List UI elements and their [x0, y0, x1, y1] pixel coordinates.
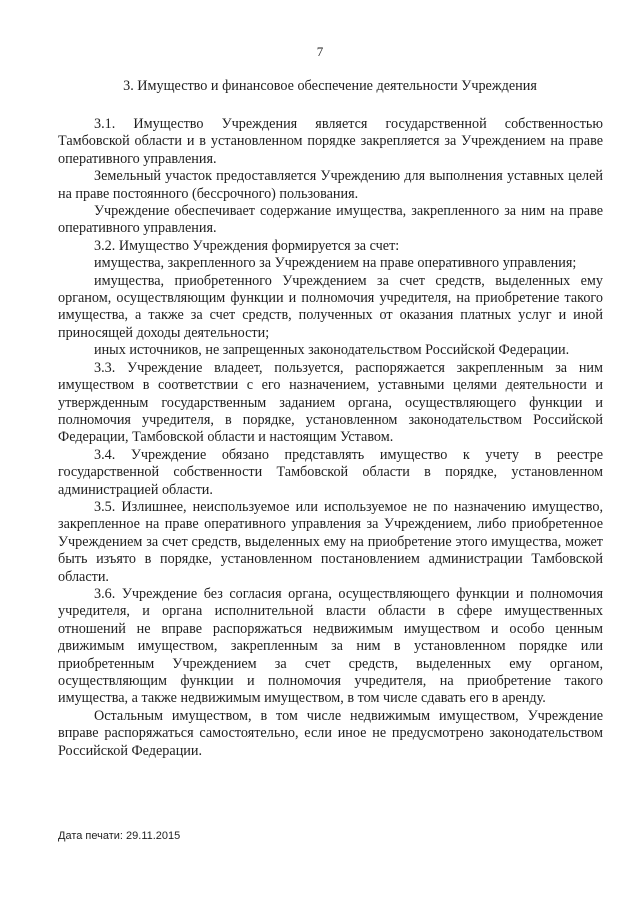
paragraph-3-4: 3.4. Учреждение обязано представлять имущество к учету в реестре государственной собственности Тамбовской области в порядке, установленном администрацией области. [58, 446, 603, 498]
paragraph-maintenance: Учреждение обеспечивает содержание имущества, закрепленного за ним на праве оперативного управления. [58, 203, 603, 237]
section-heading: 3. Имущество и финансовое обеспечение деятельности Учреждения [123, 78, 537, 94]
list-item-acquired-property: имущества, приобретенного Учреждением за счет средств, выделенных ему органом, осуществляющим функции и полномочия учредителя, на приобретение такого имущества, а также за счет средств, полученных от оказания платных услуг и иной приносящей доходы деятельности; [58, 272, 603, 341]
paragraph-3-2: 3.2. Имущество Учреждения формируется за счет: [94, 237, 400, 254]
print-date-footer: Дата печати: 29.11.2015 [58, 830, 181, 842]
paragraph-3-1: 3.1. Имущество Учреждения является государственной собственностью Тамбовской области и в установленном порядке закрепляется за Учреждением на праве оперативного управления. [58, 116, 603, 167]
paragraph-3-3: 3.3. Учреждение владеет, пользуется, распоряжается закрепленным за ним имуществом в соответствии с его назначением, уставными целями деятельности и утвержденным государственным заданием органа, осуществляющего функции и полномочия учредителя, в порядке, установленном законодательством Российской Федерации, Тамбовской области и настоящим Уставом. [58, 359, 603, 446]
section-body [58, 116, 603, 760]
list-item-other-sources: иных источников, не запрещенных законодательством Российской Федерации. [94, 342, 570, 359]
paragraph-land-plot: Земельный участок предоставляется Учреждению для выполнения уставных целей на праве постоянного (бессрочного) пользования. [58, 168, 603, 202]
paragraph-3-5: 3.5. Излишнее, неиспользуемое или используемое не по назначению имущество, закрепленное на праве оперативного управления за Учреждением, либо приобретенное Учреждением за счет средств, выделенных ему на приобретение этого имущества, может быть изъято в порядке, установленном постановлением администрации Тамбовской области. [58, 498, 603, 585]
paragraph-other-property: Остальным имуществом, в том числе недвижимым имуществом, Учреждение вправе распоряжаться самостоятельно, если иное не предусмотрено законодательством Российской Федерации. [58, 707, 603, 759]
paragraph-3-6: 3.6. Учреждение без согласия органа, осуществляющего функции и полномочия учредителя, и органа исполнительной власти области в сфере имущественных отношений не вправе распоряжаться недвижимым имуществом и особо ценным движимым имуществом, закрепленным за ним в установленном порядке или приобретенным Учреждением за счет средств, выделенных ему органом, осуществляющим функции и полномочия учредителя, на приобретение такого имущества, а также недвижимым имуществом, в том числе сдавать его в аренду. [58, 585, 603, 707]
page-number: 7 [316, 44, 324, 59]
list-item-assigned-property: имущества, закрепленного за Учреждением на праве оперативного управления; [94, 255, 577, 272]
